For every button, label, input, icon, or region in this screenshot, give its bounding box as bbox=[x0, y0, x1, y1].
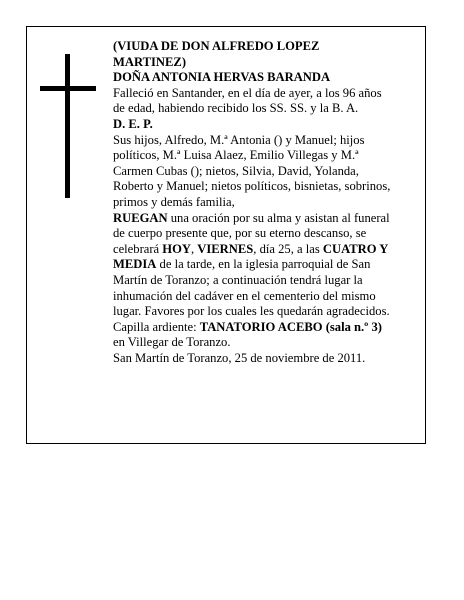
notice-text: Falleció en Santander, en el día de ayer, a los 96 años bbox=[113, 85, 382, 100]
notice-bold-text: MARTINEZ) bbox=[113, 54, 187, 69]
notice-line bbox=[113, 351, 419, 367]
notice-line bbox=[113, 164, 419, 180]
notice-text: lugar. Favores por los cuales les quedarán agradecidos. bbox=[113, 304, 390, 319]
notice-text: inhumación del cadáver en el cementerio del mismo bbox=[113, 288, 376, 303]
notice-text: Roberto y Manuel; nietos políticos, bisnietas, sobrinos, bbox=[113, 179, 391, 194]
notice-bold-text: (VIUDA DE DON ALFREDO LOPEZ bbox=[113, 39, 320, 53]
notice-line bbox=[113, 257, 419, 273]
notice-bold-text: TANATORIO ACEBO (sala n.º 3) bbox=[199, 319, 382, 334]
notice-line bbox=[113, 101, 419, 117]
notice-line bbox=[113, 70, 419, 86]
notice-line bbox=[113, 117, 419, 133]
notice-line bbox=[113, 320, 419, 336]
notice-bold-text: HOY bbox=[162, 241, 191, 256]
notice-bold-text: CUATRO Y bbox=[322, 241, 389, 256]
notice-line bbox=[113, 86, 419, 102]
notice-text: Sus hijos, Alfredo, M.ª Antonia () y Manuel; hijos bbox=[113, 132, 365, 147]
notice-text: , día 25, a las bbox=[253, 241, 323, 256]
notice-text: de cuerpo presente que, por su eterno descanso, se bbox=[113, 226, 367, 241]
notice-text: , bbox=[190, 241, 198, 256]
notice-line bbox=[113, 304, 419, 320]
notice-bold-text: D. E. P. bbox=[113, 116, 153, 131]
notice-text: Martín de Toranzo; a continuación tendrá lugar la bbox=[113, 272, 363, 287]
notice-line bbox=[113, 211, 419, 227]
cross-horizontal-bar bbox=[40, 86, 96, 91]
notice-bold-text: MEDIA bbox=[113, 257, 157, 272]
notice-line bbox=[113, 226, 419, 242]
notice-line bbox=[113, 195, 419, 211]
notice-text: Capilla ardiente: bbox=[113, 319, 200, 334]
notice-line bbox=[113, 39, 419, 55]
obituary-text bbox=[113, 39, 419, 366]
notice-text: en Villegar de Toranzo. bbox=[113, 335, 231, 350]
notice-text: celebrará bbox=[113, 241, 163, 256]
notice-text: primos y demás familia, bbox=[113, 194, 235, 209]
notice-line bbox=[113, 133, 419, 149]
notice-text: una oración por su alma y asistan al funeral bbox=[167, 210, 390, 225]
cross-icon bbox=[40, 54, 96, 198]
notice-text: Carmen Cubas (); nietos, Silvia, David, Yolanda, bbox=[113, 163, 359, 178]
notice-line bbox=[113, 273, 419, 289]
notice-bold-text: VIERNES bbox=[197, 241, 254, 256]
notice-line bbox=[113, 55, 419, 71]
notice-text: de edad, habiendo recibido los SS. SS. y la B. A. bbox=[113, 101, 359, 116]
notice-line bbox=[113, 335, 419, 351]
cross-vertical-bar bbox=[65, 54, 70, 198]
notice-line bbox=[113, 179, 419, 195]
notice-text: San Martín de Toranzo, 25 de noviembre de 2011. bbox=[113, 350, 366, 365]
notice-bold-text: DOÑA ANTONIA HERVAS BARANDA bbox=[113, 70, 331, 85]
notice-text: políticos, M.ª Luisa Alaez, Emilio Villegas y M.ª bbox=[113, 148, 359, 163]
notice-line bbox=[113, 242, 419, 258]
notice-line bbox=[113, 148, 419, 164]
notice-text: de la tarde, en la iglesia parroquial de San bbox=[156, 257, 371, 272]
notice-bold-text: RUEGAN bbox=[113, 210, 168, 225]
notice-line bbox=[113, 289, 419, 305]
